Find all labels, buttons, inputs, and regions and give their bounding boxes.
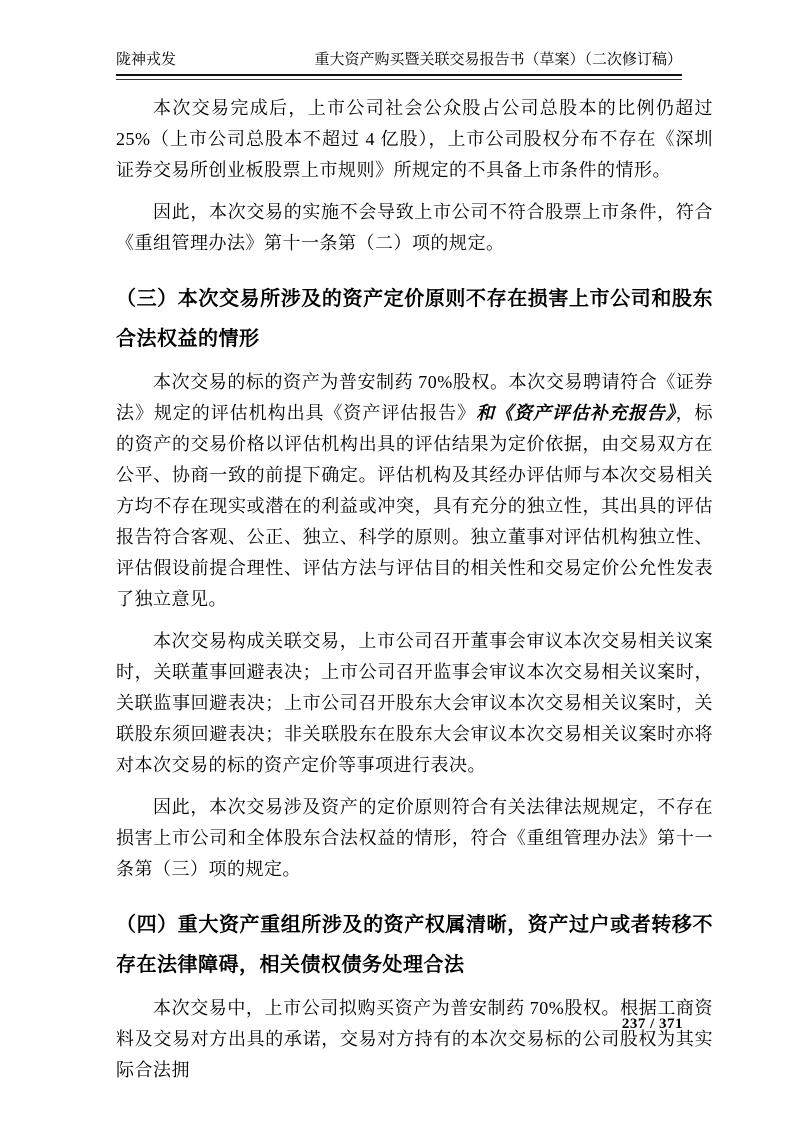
paragraph-listing-condition: 本次交易完成后，上市公司社会公众股占公司总股本的比例仍超过 25%（上市公司总股本不超过 4 亿股），上市公司股权分布不存在《深圳证券交易所创业板股票上市规则》所规定的不具备上市条件的情形。 <box>116 98 713 180</box>
paragraph-related-transaction-voting: 本次交易构成关联交易，上市公司召开董事会审议本次交易相关议案时，关联董事回避表决；上市公司召开监事会审议本次交易相关议案时，关联监事回避表决；上市公司召开股东大会审议本次交易相关议案时，关联股东须回避表决；非关联股东在股东大会审议本次交易相关议案时亦将对本次交易的标的资产定价等事项进行表决。 <box>116 631 713 775</box>
section-heading-3: （三）本次交易所涉及的资产定价原则不存在损害上市公司和股东合法权益的情形 <box>116 288 713 350</box>
paragraph-conclusion-item-2: 因此，本次交易的实施不会导致上市公司不符合股票上市条件，符合《重组管理办法》第十一条第（二）项的规定。 <box>116 202 713 253</box>
page-number: 237 / 371 <box>621 1016 683 1032</box>
paragraph-asset-pricing-seg2: ，标的资产的交易价格以评估机构出具的评估结果为定价依据，由交易双方在公平、协商一致的前提下确定。评估机构及其经办评估师与本次交易相关方均不存在现实或潜在的利益或冲突，具有充分的独立性，其出具的评估报告符合客观、公正、独立、科学的原则。独立董事对评估机构独立性、评估假设前提合理性、评估方法与评估目的相关性和交易定价公允性发表了独立意见。 <box>116 403 714 609</box>
paragraph-asset-pricing <box>116 367 713 615</box>
header-rule <box>116 79 682 80</box>
section-heading-4: （四）重大资产重组所涉及的资产权属清晰，资产过户或者转移不存在法律障碍，相关债权债务处理合法 <box>116 914 713 976</box>
document-body <box>116 93 713 1097</box>
paragraph-conclusion-item-3: 因此，本次交易涉及资产的定价原则符合有关法律法规规定，不存在损害上市公司和全体股东合法权益的情形，符合《重组管理办法》第十一条第（三）项的规定。 <box>116 797 713 879</box>
page-header <box>116 51 682 76</box>
header-company-name: 陇神戎发 <box>116 52 177 68</box>
paragraph-asset-ownership: 本次交易中，上市公司拟购买资产为普安制药 70%股权。根据工商资料及交易对方出具的承诺，交易对方持有的本次交易标的公司股权为其实际合法拥 <box>116 998 713 1080</box>
paragraph-asset-pricing-seg1: 本次交易的标的资产为普安制药 70%股权。本次交易聘请符合《证券法》规定的评估机构出具《资产评估报告》 <box>116 372 713 423</box>
paragraph-asset-pricing-bold-title: 和《资产评估补充报告》 <box>476 403 676 423</box>
header-doc-title: 重大资产购买暨关联交易报告书（草案）（二次修订稿） <box>314 52 682 68</box>
